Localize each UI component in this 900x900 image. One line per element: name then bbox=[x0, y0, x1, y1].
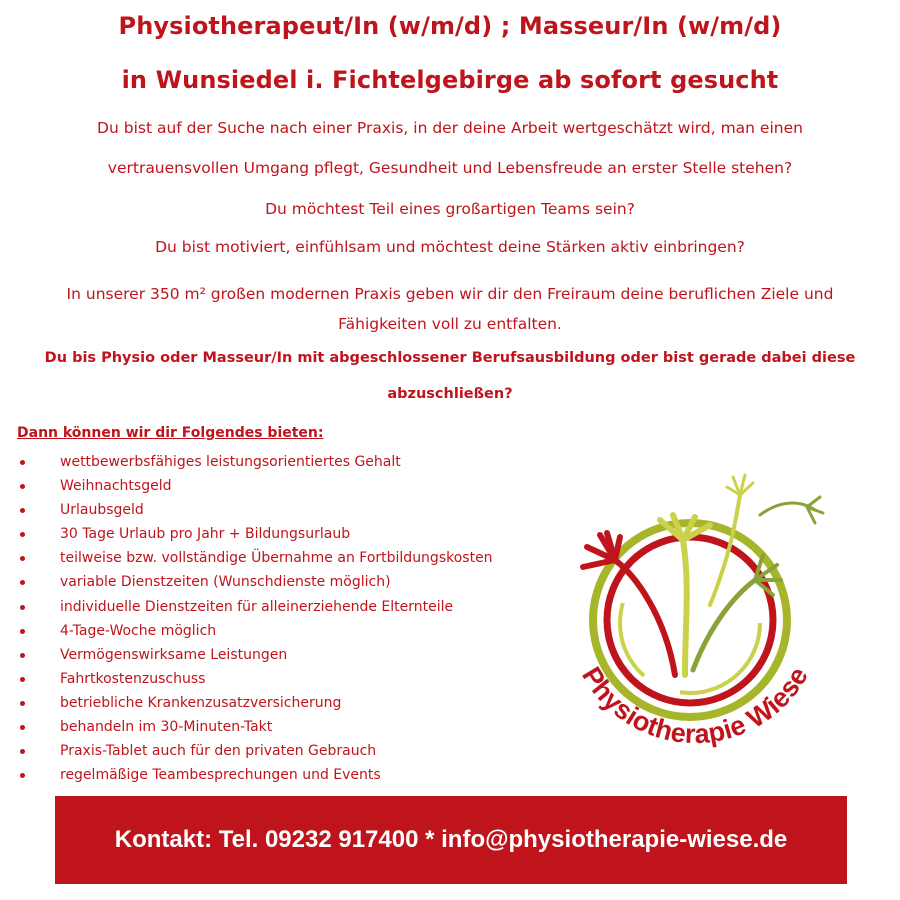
benefit-text: behandeln im 30-Minuten-Takt bbox=[60, 719, 273, 736]
outer-ring bbox=[593, 523, 787, 717]
list-item bbox=[20, 570, 493, 594]
benefit-text: teilweise bzw. vollständige Übernahme an Fortbildungskosten bbox=[60, 550, 493, 567]
intro-line-4: Du bist motiviert, einfühlsam und möchtest deine Stärken aktiv einbringen? bbox=[155, 238, 745, 256]
bullet-icon bbox=[20, 460, 25, 465]
job-location-title: in Wunsiedel i. Fichtelgebirge ab sofort gesucht bbox=[121, 66, 779, 94]
bullet-icon bbox=[20, 580, 25, 585]
benefit-text: Weihnachtsgeld bbox=[60, 478, 172, 495]
benefit-text: regelmäßige Teambesprechungen und Events bbox=[60, 767, 381, 784]
bullet-icon bbox=[20, 605, 25, 610]
benefits-list bbox=[20, 450, 493, 787]
benefit-text: Fahrtkostenzuschuss bbox=[60, 670, 206, 687]
bullet-icon bbox=[20, 556, 25, 561]
benefit-text: individuelle Dienstzeiten für alleinerziehende Elternteile bbox=[60, 598, 454, 615]
list-item bbox=[20, 619, 493, 643]
bullet-icon bbox=[20, 484, 25, 489]
intro-line-3: Du möchtest Teil eines großartigen Teams sein? bbox=[265, 200, 635, 218]
question-line-b: abzuschließen? bbox=[387, 386, 513, 402]
logo-text: Physiotherapie Wiese bbox=[576, 661, 814, 750]
benefit-text: Urlaubsgeld bbox=[60, 502, 144, 519]
bullet-icon bbox=[20, 725, 25, 730]
list-item bbox=[20, 739, 493, 763]
small-blossom-icon bbox=[727, 475, 753, 495]
bullet-icon bbox=[20, 532, 25, 537]
intro-line-2: vertrauensvollen Umgang pflegt, Gesundheit und Lebensfreude an erster Stelle stehen? bbox=[107, 159, 793, 177]
bullet-icon bbox=[20, 701, 25, 706]
benefit-text: variable Dienstzeiten (Wunschdienste möglich) bbox=[60, 574, 391, 591]
accent-ring bbox=[620, 553, 760, 693]
benefit-text: Vermögenswirksame Leistungen bbox=[60, 646, 288, 663]
bullet-icon bbox=[20, 749, 25, 754]
green-stem bbox=[693, 580, 755, 670]
intro-line-1: Du bist auf der Suche nach einer Praxis, in der deine Arbeit wertgeschätzt wird, man einen bbox=[97, 119, 803, 137]
job-title: Physiotherapeut/In (w/m/d) ; Masseur/In (w/m/d) bbox=[118, 12, 782, 40]
list-item bbox=[20, 691, 493, 715]
list-item bbox=[20, 715, 493, 739]
benefit-text: Praxis-Tablet auch für den privaten Gebrauch bbox=[60, 743, 377, 760]
intro-line-5a: In unserer 350 m² großen modernen Praxis geben wir dir den Freiraum deine beruflichen Ziele und bbox=[66, 285, 834, 303]
list-item bbox=[20, 498, 493, 522]
list-item bbox=[20, 546, 493, 570]
benefits-heading: Dann können wir dir Folgendes bieten: bbox=[17, 425, 324, 441]
contact-info: Kontakt: Tel. 09232 917400 * info@physiotherapie-wiese.de bbox=[114, 826, 788, 853]
list-item bbox=[20, 474, 493, 498]
side-blossom-icon bbox=[760, 497, 823, 523]
lime-stem bbox=[683, 540, 687, 675]
bullet-icon bbox=[20, 508, 25, 513]
benefit-text: 30 Tage Urlaub pro Jahr + Bildungsurlaub bbox=[60, 526, 351, 543]
qualification-question bbox=[0, 340, 900, 412]
bullet-icon bbox=[20, 773, 25, 778]
red-stem bbox=[615, 560, 675, 675]
contact-bar bbox=[55, 796, 847, 884]
list-item bbox=[20, 450, 493, 474]
question-line-a: Du bis Physio oder Masseur/In mit abgeschlossener Berufsausbildung oder bist gerade dabei diese bbox=[44, 350, 856, 366]
list-item bbox=[20, 763, 493, 787]
list-item bbox=[20, 595, 493, 619]
intro-line-5b: Fähigkeiten voll zu entfalten. bbox=[338, 315, 562, 333]
intro-paragraph-practice bbox=[0, 279, 900, 339]
bullet-icon bbox=[20, 677, 25, 682]
red-blossom-icon bbox=[583, 533, 620, 567]
physiotherapie-wiese-logo bbox=[545, 455, 845, 755]
benefit-text: wettbewerbsfähiges leistungsorientiertes Gehalt bbox=[60, 454, 401, 470]
benefit-text: betriebliche Krankenzusatzversicherung bbox=[60, 694, 342, 711]
list-item bbox=[20, 643, 493, 667]
list-item bbox=[20, 667, 493, 691]
bullet-icon bbox=[20, 629, 25, 634]
bullet-icon bbox=[20, 653, 25, 658]
benefit-text: 4-Tage-Woche möglich bbox=[60, 622, 217, 639]
inner-ring bbox=[607, 537, 773, 703]
list-item bbox=[20, 522, 493, 546]
